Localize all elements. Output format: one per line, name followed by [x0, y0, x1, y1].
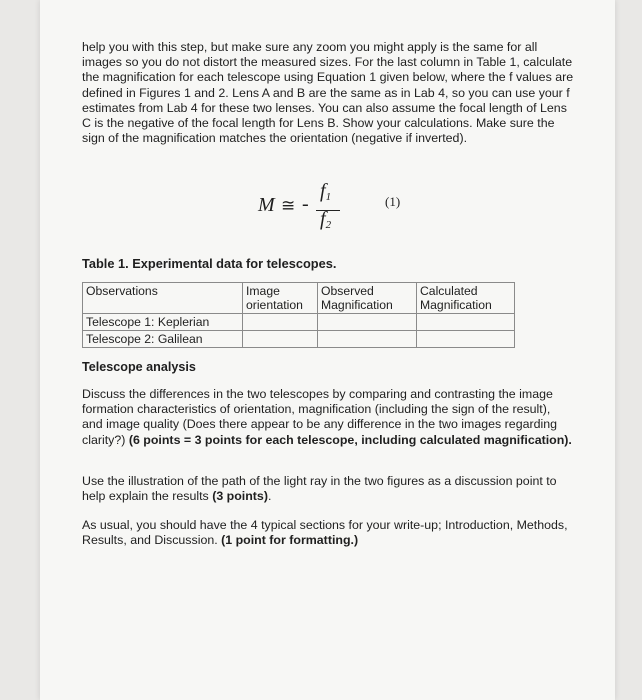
- equation-approx-sign: ≅: [281, 196, 296, 215]
- table-cell: [417, 331, 515, 348]
- table-header-cell: Calculated Magnification: [417, 283, 515, 314]
- table-row: [83, 314, 515, 331]
- table-cell: [318, 314, 417, 331]
- intro-paragraph: help you with this step, but make sure any zoom you might apply is the same for all images so you do not distort the measured sizes. For the last column in Table 1, calculate the magnification for each telescope using Equation 1 given below, where the f values are defined in Figures 1 and 2. Lens A and B are the same as in Lab 4, so you can use your f estimates from Lab 4 for these two lenses. You can also assume the focal length of Lens C is the negative of the focal length for Lens B. Show your calculations. Make sure the sign of the magnification matches the orientation (negative if inverted).: [82, 40, 574, 146]
- analysis-paragraph-2: Use the illustration of the path of the light ray in the two figures as a discussion point to help explain the results (3 points).: [82, 474, 557, 504]
- table-header-row: [83, 283, 515, 314]
- table-header-cell: Observations: [83, 283, 243, 314]
- table-header-cell: Image orientation: [243, 283, 318, 314]
- equation-number: (1): [385, 194, 401, 209]
- section-heading: Telescope analysis: [82, 360, 196, 374]
- magnification-equation: [254, 180, 454, 248]
- telescope-data-table: [82, 282, 515, 348]
- equation-lhs: M: [258, 194, 275, 216]
- table-row: [83, 331, 515, 348]
- equation-numerator: $f_1$: [320, 180, 332, 203]
- equation-minus-sign: -: [302, 193, 309, 215]
- table-cell: [243, 314, 318, 331]
- analysis-paragraph-3: As usual, you should have the 4 typical sections for your write-up; Introduction, Methods, Results, and Discussion. (1 point for formatting.): [82, 518, 568, 548]
- table-cell: [318, 331, 417, 348]
- equation-denominator: $f_2$: [320, 208, 332, 231]
- table-cell: Telescope 2: Galilean: [83, 331, 243, 348]
- table-caption: Table 1. Experimental data for telescopes.: [82, 256, 337, 271]
- table-header-cell: Observed Magnification: [318, 283, 417, 314]
- analysis-paragraph-1: Discuss the differences in the two telescopes by comparing and contrasting the image formation characteristics of orientation, magnification (including the sign of the result), and image quality (Does there appear to be any difference in the two images regarding clarity?) (6 points = 3 points for each telescope, including calculated magnification).: [82, 387, 572, 447]
- table-cell: [243, 331, 318, 348]
- table-cell: Telescope 1: Keplerian: [83, 314, 243, 331]
- document-page: [40, 0, 615, 700]
- table-cell: [417, 314, 515, 331]
